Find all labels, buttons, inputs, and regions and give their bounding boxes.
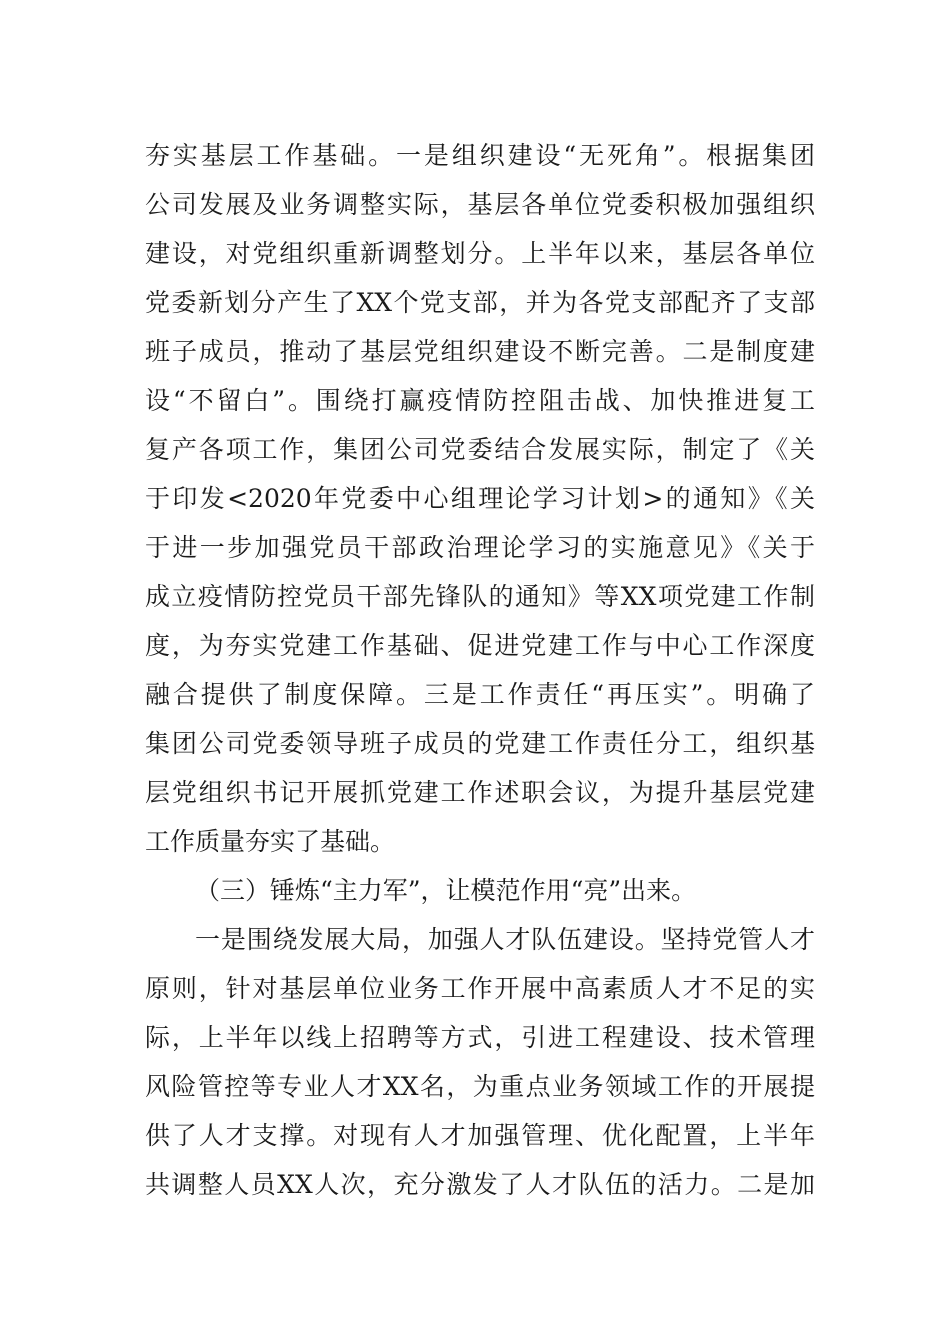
paragraph-line: 建设，对党组织重新调整划分。上半年以来，基层各单位 [145,239,815,268]
paragraph-line: 供了人才支撑。对现有人才加强管理、优化配置，上半年 [145,1121,815,1150]
paragraph-line: 成立疫情防控党员干部先锋队的通知》等XX项党建工作制 [145,582,815,611]
paragraph-line: 集团公司党委领导班子成员的党建工作责任分工，组织基 [145,729,815,758]
paragraph-line: 设“不留白”。围绕打赢疫情防控阻击战、加快推进复工 [145,386,815,415]
paragraph-line: 风险管控等专业人才XX名，为重点业务领域工作的开展提 [145,1072,815,1101]
paragraph-line: 原则，针对基层单位业务工作开展中高素质人才不足的实 [145,974,815,1003]
paragraph-line: 工作质量夯实了基础。 [145,827,396,856]
paragraph-line: 复产各项工作，集团公司党委结合发展实际，制定了《关 [145,435,815,464]
paragraph-line: 于印发<2020年党委中心组理论学习计划>的通知》《关 [145,484,815,513]
paragraph-line: 班子成员，推动了基层党组织建设不断完善。二是制度建 [145,337,815,366]
paragraph-line: 共调整人员XX人次，充分激发了人才队伍的活力。二是加 [145,1170,815,1199]
paragraph-line: 融合提供了制度保障。三是工作责任“再压实”。明确了 [145,680,815,709]
paragraph-line: 夯实基层工作基础。一是组织建设“无死角”。根据集团 [145,141,815,170]
section-heading: （三）锤炼“主力军”，让模范作用“亮”出来。 [195,876,697,905]
paragraph-line: 度，为夯实党建工作基础、促进党建工作与中心工作深度 [145,631,815,660]
paragraph-line: 公司发展及业务调整实际，基层各单位党委积极加强组织 [145,190,815,219]
paragraph-line: 一是围绕发展大局，加强人才队伍建设。坚持党管人才 [195,925,815,954]
paragraph-line: 层党组织书记开展抓党建工作述职会议，为提升基层党建 [145,778,815,807]
paragraph-line: 于进一步加强党员干部政治理论学习的实施意见》《关于 [145,533,815,562]
paragraph-line: 际，上半年以线上招聘等方式，引进工程建设、技术管理 [145,1023,815,1052]
paragraph-line: 党委新划分产生了XX个党支部，并为各党支部配齐了支部 [145,288,815,317]
